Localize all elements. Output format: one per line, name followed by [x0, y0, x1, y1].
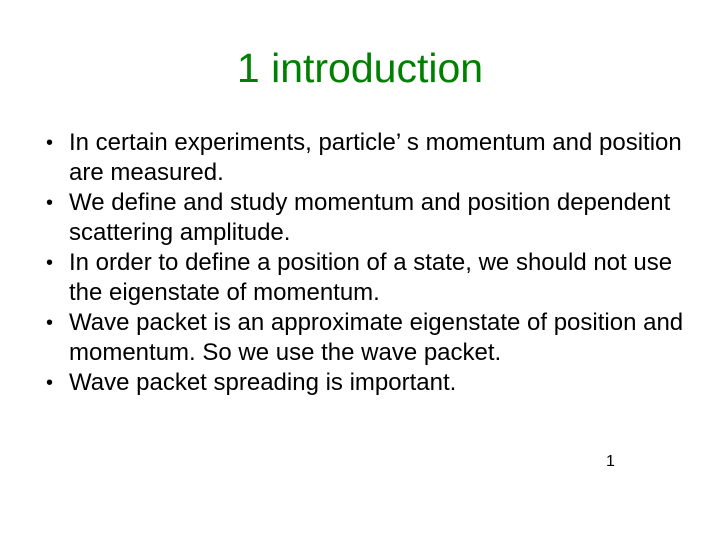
slide-title: 1 introduction	[236, 45, 484, 91]
bullet-text: In certain experiments, particle’ s momentum and position are measured.	[69, 129, 682, 186]
bullet-item	[46, 128, 686, 188]
bullet-item	[46, 368, 686, 398]
bullet-text: In order to define a position of a state, we should not use the eigenstate of momentum.	[69, 249, 673, 306]
bullet-text: Wave packet is an approximate eigenstate of position and momentum. So we use the wave packet.	[69, 309, 684, 366]
bullet-dot-icon: •	[46, 312, 54, 334]
bullet-dot-icon: •	[46, 132, 54, 154]
bullet-item	[46, 308, 686, 368]
bullet-dot-icon: •	[46, 372, 54, 394]
bullet-dot-icon: •	[46, 192, 54, 214]
page-number: 1	[606, 453, 615, 470]
bullet-item	[46, 188, 686, 248]
bullet-dot-icon: •	[46, 252, 54, 274]
bullet-list	[46, 128, 686, 398]
bullet-text: Wave packet spreading is important.	[69, 369, 457, 396]
bullet-item	[46, 248, 686, 308]
bullet-text: We define and study momentum and position dependent scattering amplitude.	[69, 189, 671, 246]
